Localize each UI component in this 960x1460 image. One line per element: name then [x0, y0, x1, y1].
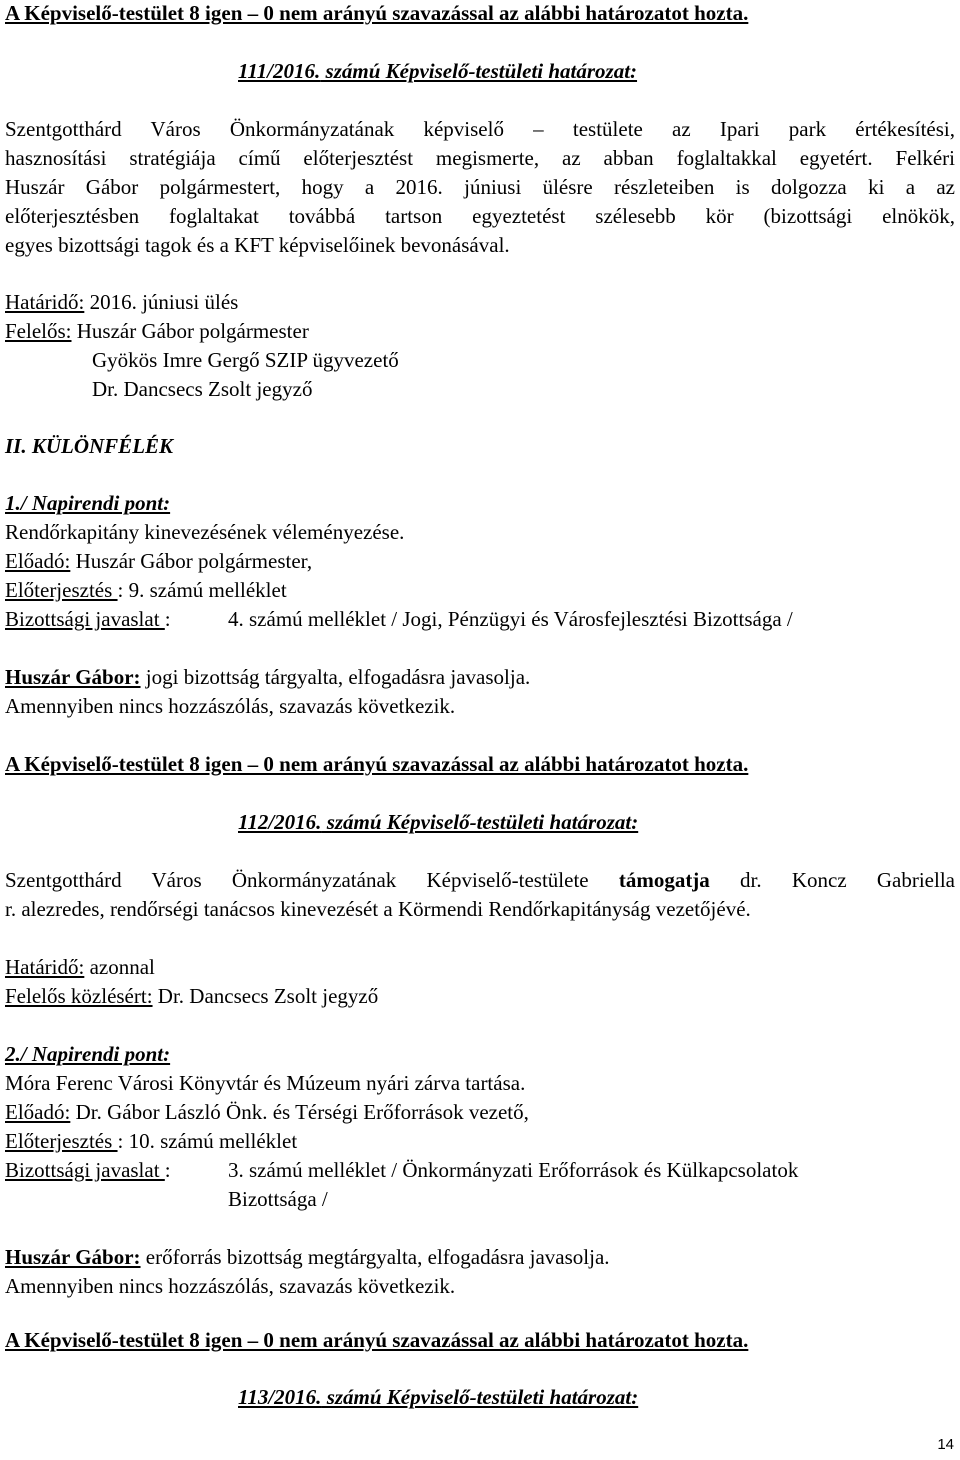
resolution-label: számú Képviselő-testületi határozat:	[320, 59, 638, 83]
presenter-value: Dr. Gábor László Önk. és Térségi Erőforrások vezető,	[70, 1100, 529, 1124]
resolution-text-line	[5, 867, 955, 893]
speaker-line	[5, 664, 530, 690]
deadline-label: Határidő:	[5, 290, 85, 314]
resolution-label: számú Képviselő-testületi határozat:	[321, 1385, 639, 1409]
resolution-text-line: Huszár Gábor polgármestert, hogy a 2016. júniusi ülésre részleteiben is dolgozza ki a az	[5, 175, 955, 199]
page-number: 14	[937, 1436, 954, 1453]
deadline-value: azonnal	[84, 955, 155, 979]
presenter-line	[5, 548, 312, 574]
proposal-line	[5, 577, 287, 603]
resolution-number: 113/2016.	[238, 1385, 322, 1409]
no-comment-line: Amennyiben nincs hozzászólás, szavazás következik.	[5, 1274, 456, 1298]
committee-line	[5, 1157, 171, 1183]
deadline-line	[5, 289, 238, 315]
speaker-line	[5, 1244, 610, 1270]
agenda-heading: 2./ Napirendi pont:	[5, 1042, 171, 1066]
resolution-text-line: hasznosítási stratégiája című előterjesztést megismerte, az abban foglaltakkal egyetért. Felkéri	[5, 146, 955, 170]
vote-result-line: A Képviselő-testület 8 igen – 0 nem arányú szavazással az alábbi határozatot hozta.	[5, 752, 749, 776]
responsible-value: Huszár Gábor polgármester	[71, 319, 309, 343]
responsible-line	[5, 318, 309, 344]
responsible-value: Dr. Dancsecs Zsolt jegyző	[152, 984, 379, 1008]
vote-result-line: A Képviselő-testület 8 igen – 0 nem arányú szavazással az alábbi határozatot hozta.	[5, 1328, 749, 1352]
resolution-heading	[238, 1384, 638, 1410]
presenter-label: Előadó:	[5, 549, 71, 573]
committee-value: 4. számú melléklet / Jogi, Pénzügyi és Városfejlesztési Bizottsága /	[228, 607, 793, 631]
resolution-text-b: dr. Koncz Gabriella	[709, 868, 955, 892]
committee-label: Bizottsági javaslat	[5, 607, 165, 631]
agenda-title: Rendőrkapitány kinevezésének véleményezése.	[5, 520, 405, 544]
agenda-title: Móra Ferenc Városi Könyvtár és Múzeum nyári zárva tartása.	[5, 1071, 526, 1095]
presenter-value: Huszár Gábor polgármester,	[70, 549, 313, 573]
resolution-number: 111/2016.	[238, 59, 321, 83]
section-heading: II. KÜLÖNFÉLÉK	[5, 434, 174, 458]
resolution-text-line: Szentgotthárd Város Önkormányzatának képviselő – testülete az Ipari park értékesítési,	[5, 117, 955, 141]
resolution-heading	[238, 809, 638, 835]
resolution-number: 112/2016.	[238, 810, 322, 834]
resolution-text-line: előterjesztésben foglaltakat továbbá tartson egyeztetést szélesebb kör (bizottsági elnökök,	[5, 204, 955, 228]
deadline-value: 2016. júniusi ülés	[84, 290, 239, 314]
proposal-value: : 9. számú melléklet	[117, 578, 287, 602]
resolution-heading	[238, 58, 637, 84]
committee-value-cont: Bizottsága /	[228, 1187, 328, 1211]
resolution-text-line: r. alezredes, rendőrségi tanácsos kinevezését a Körmendi Rendőrkapitányság vezetőjévé.	[5, 897, 751, 921]
committee-label: Bizottsági javaslat	[5, 1158, 165, 1182]
resolution-text-bold: támogatja	[618, 868, 710, 892]
resolution-label: számú Képviselő-testületi határozat:	[321, 810, 639, 834]
deadline-line	[5, 954, 155, 980]
resolution-text-a: Szentgotthárd Város Önkormányzatának Képviselő-testülete	[5, 868, 619, 892]
agenda-heading: 1./ Napirendi pont:	[5, 491, 171, 515]
proposal-label: Előterjesztés	[5, 578, 118, 602]
responsible-additional: Dr. Dancsecs Zsolt jegyző	[92, 377, 313, 401]
committee-colon: :	[164, 607, 171, 631]
responsible-line	[5, 983, 378, 1009]
resolution-text-line: egyes bizottsági tagok és a KFT képviselőinek bevonásával.	[5, 233, 510, 257]
committee-value: 3. számú melléklet / Önkormányzati Erőforrások és Külkapcsolatok	[228, 1158, 799, 1182]
speaker-name: Huszár Gábor:	[5, 665, 141, 689]
no-comment-line: Amennyiben nincs hozzászólás, szavazás következik.	[5, 694, 456, 718]
responsible-label: Felelős:	[5, 319, 72, 343]
presenter-label: Előadó:	[5, 1100, 71, 1124]
responsible-additional: Gyökös Imre Gergő SZIP ügyvezető	[92, 348, 399, 372]
speaker-name: Huszár Gábor:	[5, 1245, 141, 1269]
speaker-text: jogi bizottság tárgyalta, elfogadásra javasolja.	[140, 665, 531, 689]
proposal-line	[5, 1128, 297, 1154]
proposal-value: : 10. számú melléklet	[117, 1129, 298, 1153]
presenter-line	[5, 1099, 529, 1125]
vote-result-line: A Képviselő-testület 8 igen – 0 nem arányú szavazással az alábbi határozatot hozta.	[5, 1, 749, 25]
committee-line	[5, 606, 171, 632]
responsible-label: Felelős közlésért:	[5, 984, 153, 1008]
committee-colon: :	[164, 1158, 171, 1182]
proposal-label: Előterjesztés	[5, 1129, 118, 1153]
speaker-text: erőforrás bizottság megtárgyalta, elfogadásra javasolja.	[140, 1245, 610, 1269]
deadline-label: Határidő:	[5, 955, 85, 979]
